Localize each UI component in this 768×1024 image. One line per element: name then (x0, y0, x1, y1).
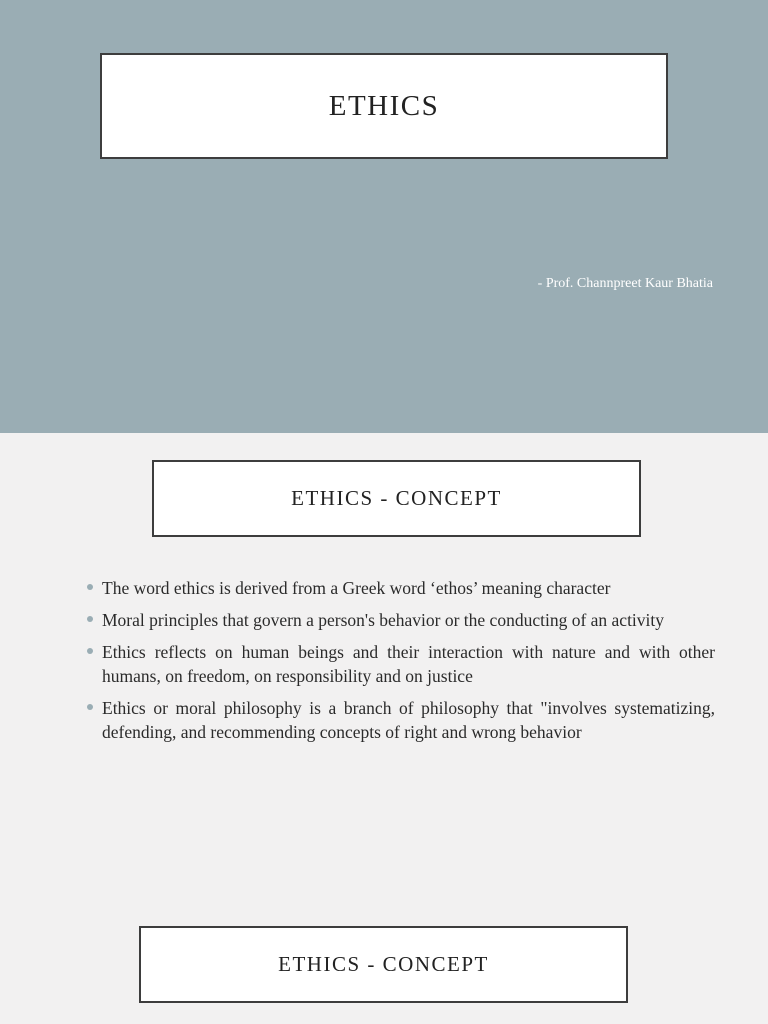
concept-title: ETHICS - CONCEPT (291, 486, 502, 510)
title-slide (0, 0, 768, 433)
bullet-item: Ethics or moral philosophy is a branch of philosophy that "involves systematizing, defending, and recommending concepts of right and wrong behavior (86, 696, 715, 744)
next-slide-title: ETHICS - CONCEPT (278, 952, 489, 976)
slide-title-box (100, 53, 668, 159)
concept-slide (0, 433, 768, 1024)
concept-title-box (152, 460, 641, 537)
bullet-item: Moral principles that govern a person's behavior or the conducting of an activity (86, 608, 715, 632)
slide-title: ETHICS (328, 89, 440, 122)
next-slide-title-box (139, 926, 628, 1003)
author-subtitle: - Prof. Channpreet Kaur Bhatia (537, 276, 713, 291)
concept-bullet-list (86, 576, 715, 752)
bullet-item: Ethics reflects on human beings and their interaction with nature and with other humans, on freedom, on responsibility and on justice (86, 640, 715, 688)
bullet-item: The word ethics is derived from a Greek word ‘ethos’ meaning character (86, 576, 715, 600)
